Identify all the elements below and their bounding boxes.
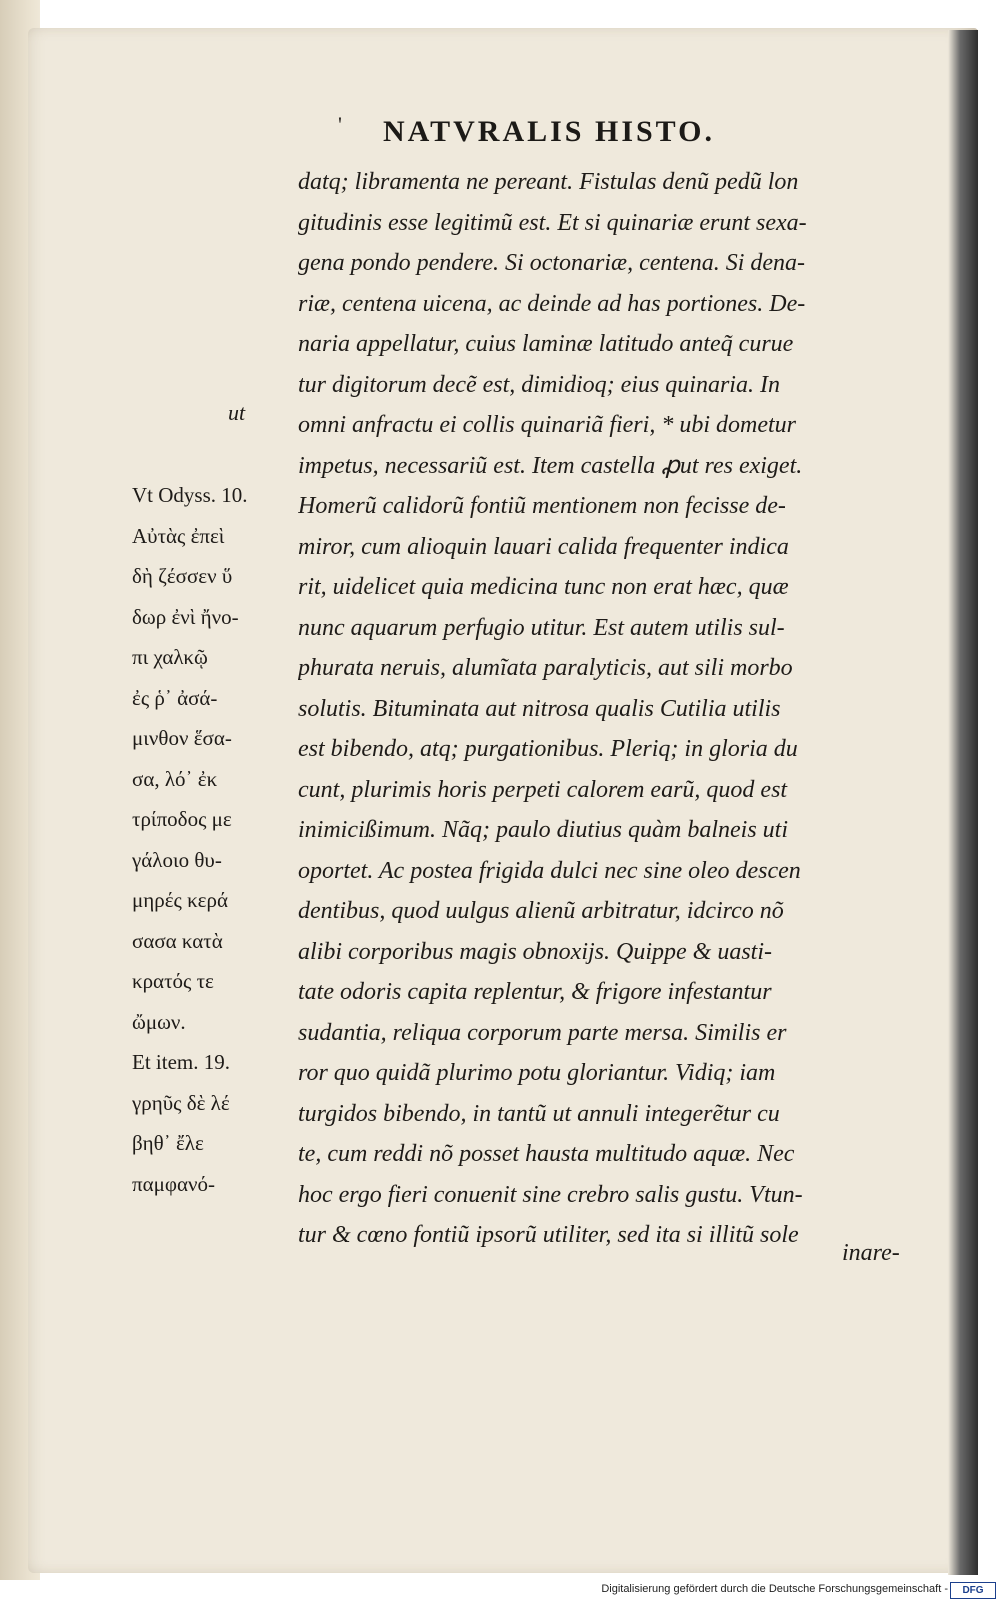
text-line: solutis. Bituminata aut nitrosa qualis Cutilia utilis <box>298 695 781 722</box>
text-line: riæ, centena uicena, ac deinde ad has portiones. De- <box>298 290 806 317</box>
text-line: dentibus, quod uulgus alienũ arbitratur, idcirco nõ <box>298 898 784 924</box>
text-line: tur & cœno fontiũ ipsorũ utiliter, sed ita si illitũ sole <box>298 1222 799 1248</box>
margin-note-line: σασα κατὰ <box>132 928 223 953</box>
text-line: Homerũ calidorũ fontiũ mentionem non fecisse de- <box>298 493 786 519</box>
text-line: inimicißimum. Nãq; paulo diutius quàm balneis uti <box>298 817 788 843</box>
margin-note-line: γάλοιο θυ- <box>132 847 222 872</box>
text-line: naria appellatur, cuius laminæ latitudo anteq̃ curue <box>298 331 794 357</box>
text-line: oportet. Ac postea frigida dulci nec sine oleo descen <box>298 857 801 884</box>
text-line: ror quo quidã plurimo potu gloriantur. Vidiq; iam <box>298 1060 776 1086</box>
footer-bar <box>0 1580 1000 1600</box>
text-line: omni anfractu ei collis quinariã fieri, * ubi dometur <box>298 412 796 438</box>
margin-note-line: πι χαλκῷ <box>132 645 208 669</box>
margin-note-line: δωρ ἐνὶ ἤνο- <box>132 604 239 629</box>
margin-note-line: ὤμων. <box>132 1009 186 1034</box>
margin-note-line: Et item. 19. <box>132 1050 230 1074</box>
text-line: tate odoris capita replentur, & frigore infestantur <box>298 979 772 1005</box>
margin-notes-block <box>132 475 297 1204</box>
margin-note-line: Αὐτὰς ἐπεὶ <box>132 523 225 548</box>
text-line: gena pondo pendere. Si octonariæ, centena. Si dena- <box>298 250 805 276</box>
page-edge-shadow <box>948 30 978 1575</box>
text-line: gitudinis esse legitimũ est. Et si quinariæ erunt sexa- <box>298 209 807 236</box>
margin-note-line: Vt Odyss. 10. <box>132 483 248 507</box>
dfg-logo: DFG <box>950 1582 996 1599</box>
margin-note-line: ἐς ῥ᾽ ἀσά- <box>132 685 218 710</box>
text-line: miror, cum alioquin lauari calida frequenter indica <box>298 533 789 560</box>
margin-note-line: βηθ᾽ ἔλε <box>132 1131 204 1155</box>
text-line: datq; libramenta ne pereant. Fistulas denũ pedũ lon <box>298 169 799 195</box>
margin-note-line: μηρές κερά <box>132 888 228 912</box>
margin-note-line: παμφανό- <box>132 1171 215 1196</box>
footer-credit: Digitalisierung gefördert durch die Deutsche Forschungsgemeinschaft - <box>601 1583 948 1595</box>
head-mark: ' <box>338 112 342 137</box>
text-line: cunt, plurimis horis perpeti calorem earũ, quod est <box>298 776 788 803</box>
text-line: phurata neruis, alumĩata paralyticis, aut sili morbo <box>298 655 793 681</box>
main-text-block <box>298 162 908 1256</box>
margin-note-ut: ut <box>228 400 246 425</box>
margin-note-line: κρατός τε <box>132 969 214 993</box>
text-line: sudantia, reliqua corporum parte mersa. Similis er <box>298 1019 787 1046</box>
text-line: impetus, necessariũ est. Item castella ꝓut res exiget. <box>298 452 803 479</box>
text-line: alibi corporibus magis obnoxijs. Quippe & uasti- <box>298 938 772 965</box>
catchword: inare- <box>842 1240 900 1266</box>
text-line: turgidos bibendo, in tantũ ut annuli integerẽtur cu <box>298 1100 780 1127</box>
text-line: nunc aquarum perfugio utitur. Est autem utilis sul- <box>298 614 785 641</box>
text-line: tur digitorum decẽ est, dimidioq; eius quinaria. In <box>298 371 780 398</box>
text-line: te, cum reddi nõ posset hausta multitudo aquæ. Nec <box>298 1141 795 1167</box>
running-head: NATVRALIS HISTO. <box>383 115 715 148</box>
text-line: rit, uidelicet quia medicina tunc non erat hæc, quæ <box>298 574 789 600</box>
margin-note-line: σα, λό᾽ ἐκ <box>132 766 218 791</box>
margin-note-line: μινθον ἕσα- <box>132 726 232 750</box>
margin-note-line: δὴ ζέσσεν ὕ <box>132 564 233 588</box>
margin-note-line: γρηῦς δὲ λέ <box>132 1090 230 1115</box>
margin-note-line: τρίποδος με <box>132 807 232 831</box>
text-line: hoc ergo fieri conuenit sine crebro salis gustu. Vtun- <box>298 1181 803 1208</box>
text-line: est bibendo, atq; purgationibus. Pleriq; in gloria du <box>298 736 798 762</box>
